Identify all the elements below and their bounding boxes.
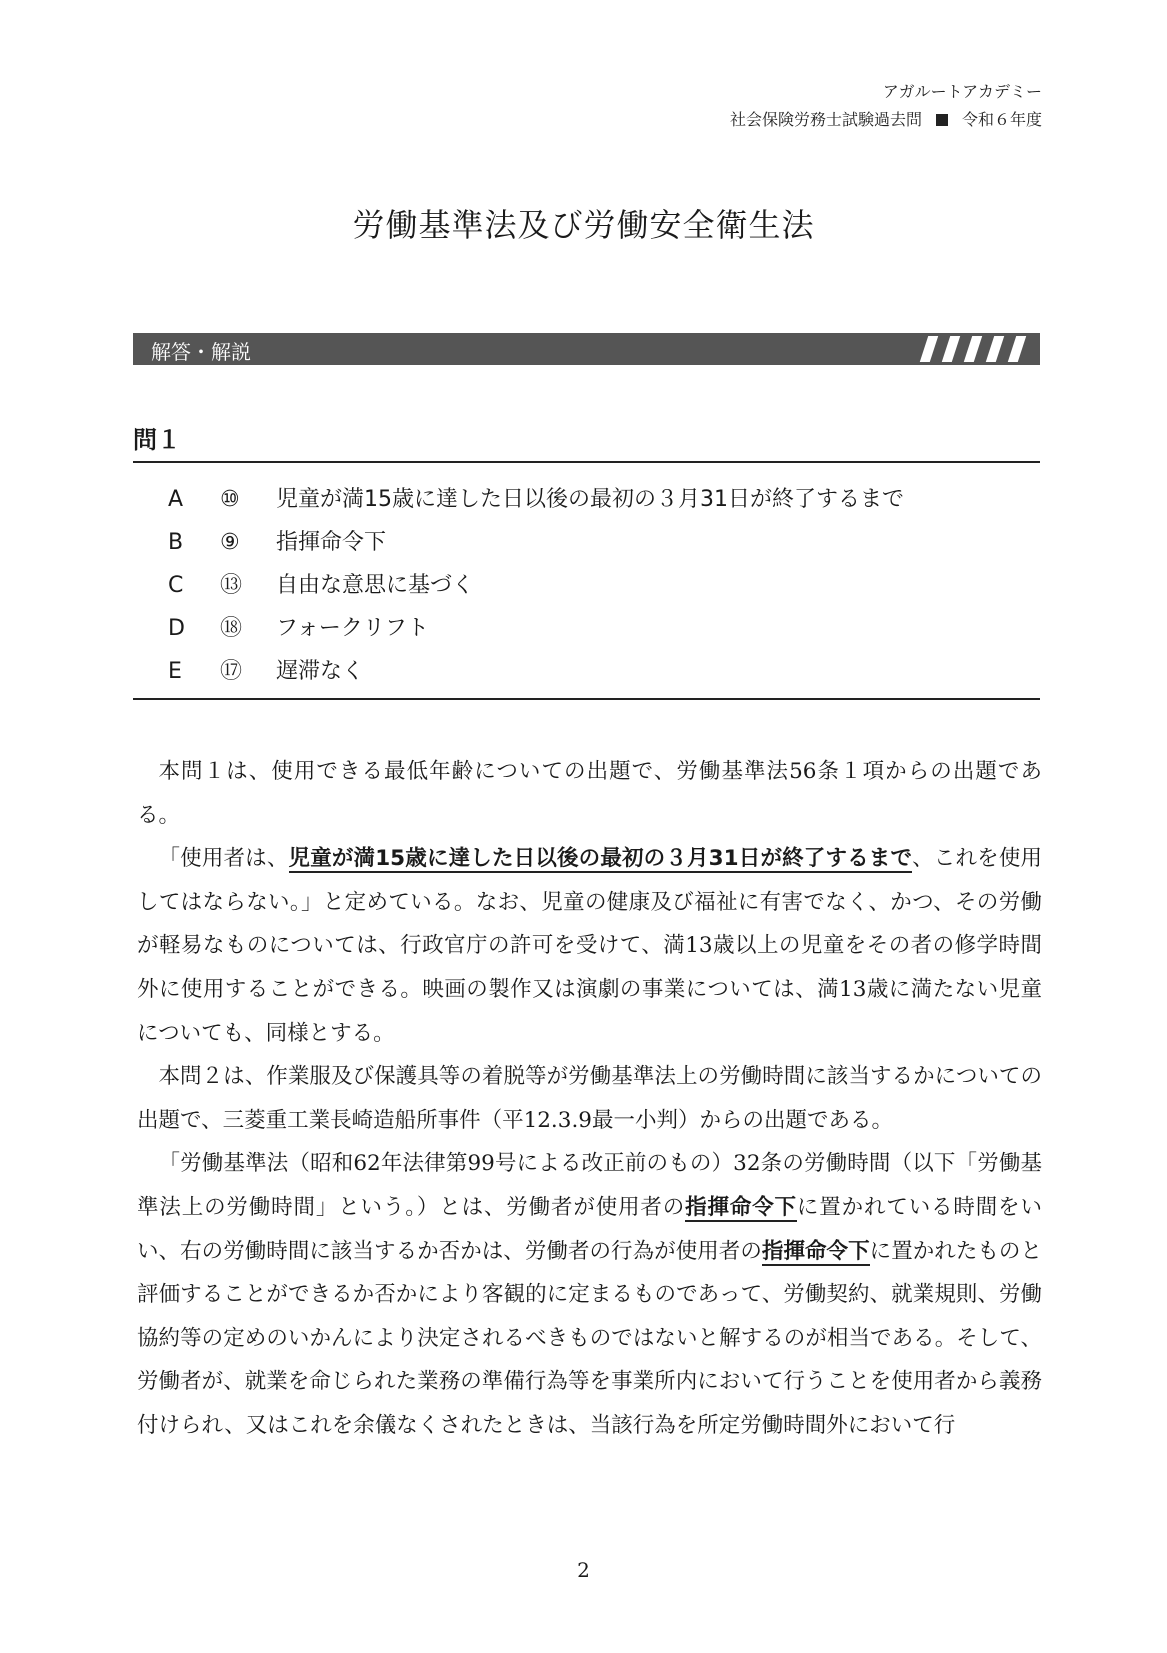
page-number: 2: [577, 1558, 590, 1582]
paragraph-2: [137, 837, 1042, 1055]
exam-year: 令和６年度: [961, 110, 1042, 129]
series-line: [730, 106, 1042, 134]
answer-list: [168, 478, 904, 693]
series-name: 社会保険労務士試験過去問: [729, 110, 922, 129]
text-span: に置かれている時間をいい、右の労働時間に該当するか否かは、労働者の行為が使用者の: [137, 1194, 1042, 1264]
divider-bottom: [133, 698, 1040, 700]
square-bullet-icon: [936, 114, 948, 126]
page-header: [730, 78, 1042, 134]
paragraph-4: [137, 1142, 1042, 1447]
publisher-name: アガルートアカデミー: [882, 82, 1042, 101]
stripe-decoration-icon: [916, 336, 1036, 362]
answer-row-b: [168, 521, 904, 564]
document-title: 労働基準法及び労働安全衛生法: [352, 206, 815, 244]
answer-number: ⑩: [220, 487, 240, 512]
answer-row-c: [168, 564, 904, 607]
paragraph-3: 本問２は、作業服及び保護具等の着脱等が労働基準法上の労働時間に該当するかについての出題で、三菱重工業長崎造船所事件（平12.3.9最一小判）からの出題である。: [137, 1064, 1042, 1133]
paragraph-1: 本問１は、使用できる最低年齢についての出題で、労働基準法56条１項からの出題である。: [137, 759, 1042, 828]
underlined-answer: 指揮命令下: [761, 1238, 870, 1264]
underlined-answer: 指揮命令下: [685, 1194, 797, 1220]
text-span: 、これを使用してはならない。」と定めている。なお、児童の健康及び福祉に有害でなく、かつ、その労働が軽易なものについては、行政官庁の許可を受けて、満13歳以上の児童をその者の修学時間外に使用することができる。映画の製作又は演劇の事業については、満13歳に満たない児童についても、同様とする。: [137, 846, 1042, 1046]
answer-row-e: [168, 650, 904, 693]
answer-text: 指揮命令下: [276, 530, 387, 555]
text-span: 「労働基準法（昭和62年法律第99号による改正前のもの）32条の労働時間（以下「労働基準法上の労働時間」という。）とは、労働者が使用者の: [137, 1151, 1042, 1220]
text-span: に置かれたものと評価することができるか否かにより客観的に定まるものであって、労働契約、就業規則、労働協約等の定めのいかんにより決定されるべきものではないと解するのが相当である。そして、労働者が、就業を命じられた業務の準備行為等を事業所内において行うことを使用者から義務付けられ、又はこれを余儀なくされたときは、当該行為を所定労働時間外において行: [137, 1238, 1042, 1438]
answer-text: フォークリフト: [276, 616, 429, 641]
question-title: 問１: [133, 426, 181, 454]
answer-text: 自由な意思に基づく: [276, 573, 475, 598]
answer-row-d: [168, 607, 904, 650]
answer-number: ⑱: [220, 616, 243, 641]
answer-row-a: [168, 478, 904, 521]
answer-number: ⑰: [220, 659, 243, 684]
answer-letter: B: [168, 530, 184, 555]
text-span: 「使用者は、: [158, 846, 289, 872]
section-label: 解答・解説: [151, 340, 251, 364]
answer-letter: C: [168, 573, 184, 598]
answer-letter: D: [168, 616, 185, 641]
answer-text: 児童が満15歳に達した日以後の最初の３月31日が終了するまで: [276, 487, 904, 512]
underlined-answer: 児童が満15歳に達した日以後の最初の３月31日が終了するまで: [288, 846, 913, 872]
answer-letter: E: [168, 659, 182, 684]
explanation-body: [137, 750, 1042, 1448]
answer-number: ⑨: [220, 530, 240, 555]
answer-text: 遅滞なく: [276, 659, 365, 684]
section-banner: [133, 333, 1040, 365]
divider-top: [133, 461, 1040, 463]
answer-letter: A: [168, 487, 184, 512]
answer-number: ⑬: [220, 573, 243, 598]
